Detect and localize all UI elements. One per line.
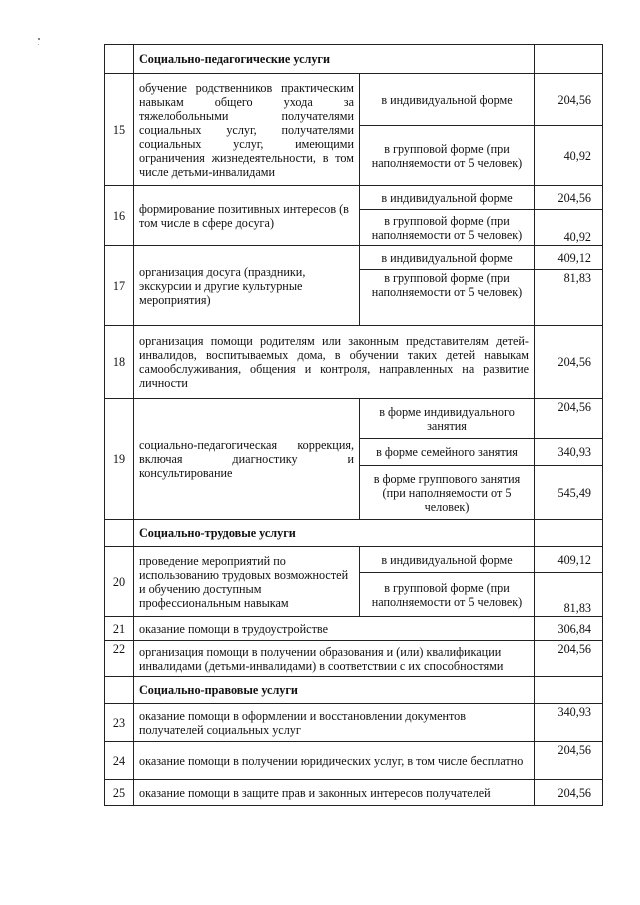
price-value: 204,56: [535, 399, 603, 439]
service-description: проведение мероприятий по использованию трудовых возможностей и обучению доступным профессиональным навыкам: [134, 547, 360, 617]
table-row: [105, 246, 603, 270]
service-description: оказание помощи в получении юридических услуг, в том числе бесплатно: [134, 742, 535, 780]
service-form: в групповой форме (при наполняемости от 5 человек): [360, 126, 535, 186]
empty-cell: [535, 520, 603, 547]
table-row: [105, 641, 603, 677]
price-value: 409,12: [535, 547, 603, 573]
price-value: 306,84: [535, 617, 603, 641]
price-value: 81,83: [535, 573, 603, 617]
service-form: в индивидуальной форме: [360, 547, 535, 573]
table-row: [105, 399, 603, 439]
row-number: 20: [105, 547, 134, 617]
price-value: 40,92: [535, 126, 603, 186]
row-number: 16: [105, 186, 134, 246]
section-title: Социально-трудовые услуги: [134, 520, 535, 547]
price-value: 81,83: [535, 270, 603, 326]
section-title: Социально-правовые услуги: [134, 677, 535, 704]
price-value: 204,56: [535, 74, 603, 126]
empty-cell: [535, 45, 603, 74]
service-form: в групповой форме (при наполняемости от 5 человек): [360, 210, 535, 246]
service-form: в форме семейного занятия: [360, 439, 535, 466]
service-form: в форме индивидуального занятия: [360, 399, 535, 439]
section-row-legal: [105, 677, 603, 704]
price-value: 409,12: [535, 246, 603, 270]
row-number: 23: [105, 704, 134, 742]
table-row: [105, 74, 603, 126]
empty-cell: [105, 677, 134, 704]
section-row-labor: [105, 520, 603, 547]
price-value: 204,56: [535, 186, 603, 210]
empty-cell: [105, 520, 134, 547]
service-description: социально-педагогическая коррекция, включая диагностику и консультирование: [134, 399, 360, 520]
row-number: 17: [105, 246, 134, 326]
price-value: 340,93: [535, 439, 603, 466]
table-row: [105, 326, 603, 399]
service-form: в индивидуальной форме: [360, 246, 535, 270]
row-number: 24: [105, 742, 134, 780]
table-row: [105, 186, 603, 210]
price-value: 40,92: [535, 210, 603, 246]
row-number: 19: [105, 399, 134, 520]
scan-speck: [38, 44, 39, 45]
price-value: 545,49: [535, 466, 603, 520]
row-number: 18: [105, 326, 134, 399]
service-description: организация досуга (праздники, экскурсии и другие культурные мероприятия): [134, 246, 360, 326]
table-row: [105, 704, 603, 742]
tariff-table: [104, 44, 603, 806]
price-value: 204,56: [535, 742, 603, 780]
empty-cell: [535, 677, 603, 704]
section-title: Социально-педагогические услуги: [134, 45, 535, 74]
service-form: в индивидуальной форме: [360, 186, 535, 210]
service-description: организация помощи родителям или законным представителям детей-инвалидов, воспитываемых дома, в обучении таких детей навыкам самообслуживания, общения и контроля, направленных на развитие личности: [134, 326, 535, 399]
service-form: в форме группового занятия (при наполняемости от 5 человек): [360, 466, 535, 520]
service-description: оказание помощи в защите прав и законных интересов получателей: [134, 780, 535, 806]
service-form: в индивидуальной форме: [360, 74, 535, 126]
row-number: 25: [105, 780, 134, 806]
service-description: оказание помощи в оформлении и восстановлении документов получателей социальных услуг: [134, 704, 535, 742]
table-row: [105, 780, 603, 806]
price-value: 204,56: [535, 780, 603, 806]
row-number: 21: [105, 617, 134, 641]
price-value: 340,93: [535, 704, 603, 742]
empty-cell: [105, 45, 134, 74]
row-number: 22: [105, 641, 134, 677]
service-description: формирование позитивных интересов (в том числе в сфере досуга): [134, 186, 360, 246]
service-description: оказание помощи в трудоустройстве: [134, 617, 535, 641]
table-row: [105, 742, 603, 780]
service-description: организация помощи в получении образования и (или) квалификации инвалидами (детьми-инвалидами) в соответствии с их способностями: [134, 641, 535, 677]
service-form: в групповой форме (при наполняемости от 5 человек): [360, 573, 535, 617]
row-number: 15: [105, 74, 134, 186]
section-row-pedagogical: [105, 45, 603, 74]
table-row: [105, 617, 603, 641]
price-value: 204,56: [535, 641, 603, 677]
scan-speck: [38, 38, 40, 40]
service-form: в групповой форме (при наполняемости от 5 человек): [360, 270, 535, 326]
price-value: 204,56: [535, 326, 603, 399]
table-row: [105, 547, 603, 573]
service-description: обучение родственников практическим навыкам общего ухода за тяжелобольными получателями социальных услуг, получателями социальных услуг, имеющими ограничения жизнедеятельности, в том числе детьми-инвалидами: [134, 74, 360, 186]
